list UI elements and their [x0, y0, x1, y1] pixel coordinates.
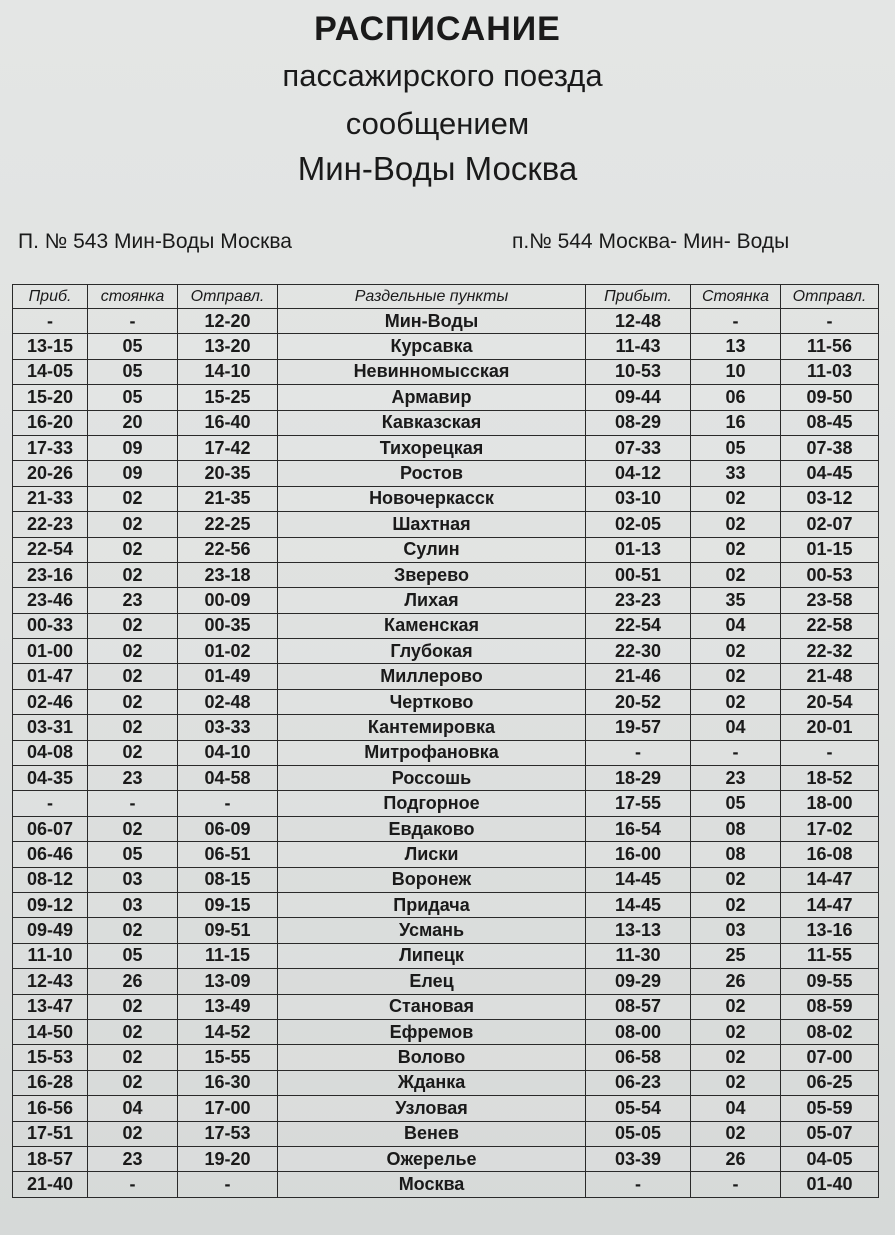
cell-departure-543: 23-18: [178, 562, 278, 587]
cell-stop-544: 16: [691, 410, 781, 435]
cell-stop-543: 02: [88, 486, 178, 511]
cell-arrival-544: 03-10: [586, 486, 691, 511]
cell-stop-544: 35: [691, 588, 781, 613]
cell-arrival-544: 09-29: [586, 969, 691, 994]
cell-arrival-543: 20-26: [13, 461, 88, 486]
table-row: [13, 1121, 879, 1146]
cell-departure-544: 20-01: [781, 715, 879, 740]
table-row: [13, 613, 879, 638]
table-row: [13, 486, 879, 511]
table-row: [13, 918, 879, 943]
cell-station: Лихая: [278, 588, 586, 613]
cell-stop-544: 02: [691, 689, 781, 714]
table-row: [13, 892, 879, 917]
cell-stop-544: 02: [691, 867, 781, 892]
table-row: [13, 994, 879, 1019]
cell-station: Лиски: [278, 842, 586, 867]
table-row: [13, 791, 879, 816]
cell-arrival-544: 04-12: [586, 461, 691, 486]
cell-arrival-543: 04-35: [13, 766, 88, 791]
cell-arrival-544: 08-00: [586, 1019, 691, 1044]
cell-stop-544: 02: [691, 512, 781, 537]
cell-station: Ефремов: [278, 1019, 586, 1044]
schedule-title: РАСПИСАНИЕ: [314, 10, 561, 48]
cell-departure-543: 14-52: [178, 1019, 278, 1044]
table-row: [13, 1146, 879, 1171]
cell-arrival-543: 01-00: [13, 639, 88, 664]
cell-stop-543: 05: [88, 943, 178, 968]
cell-departure-543: 13-09: [178, 969, 278, 994]
cell-stop-543: 02: [88, 689, 178, 714]
cell-arrival-544: 21-46: [586, 664, 691, 689]
cell-departure-544: 09-55: [781, 969, 879, 994]
cell-departure-544: 22-32: [781, 639, 879, 664]
cell-departure-543: -: [178, 1172, 278, 1197]
cell-departure-543: -: [178, 791, 278, 816]
cell-departure-544: 02-07: [781, 512, 879, 537]
cell-departure-543: 09-51: [178, 918, 278, 943]
cell-stop-544: 02: [691, 537, 781, 562]
table-row: [13, 410, 879, 435]
cell-departure-543: 19-20: [178, 1146, 278, 1171]
cell-departure-544: 18-00: [781, 791, 879, 816]
cell-stop-544: 26: [691, 969, 781, 994]
table-row: [13, 766, 879, 791]
cell-station: Усмань: [278, 918, 586, 943]
cell-departure-544: 11-55: [781, 943, 879, 968]
cell-stop-543: 23: [88, 1146, 178, 1171]
cell-departure-544: 17-02: [781, 816, 879, 841]
cell-arrival-544: 20-52: [586, 689, 691, 714]
cell-stop-543: 05: [88, 359, 178, 384]
cell-stop-543: 23: [88, 588, 178, 613]
cell-stop-543: 02: [88, 512, 178, 537]
cell-arrival-544: 07-33: [586, 435, 691, 460]
cell-arrival-544: 10-53: [586, 359, 691, 384]
cell-stop-544: -: [691, 1172, 781, 1197]
cell-arrival-544: 09-44: [586, 385, 691, 410]
cell-stop-543: 20: [88, 410, 178, 435]
cell-station: Курсавка: [278, 334, 586, 359]
cell-station: Воронеж: [278, 867, 586, 892]
cell-stop-544: -: [691, 740, 781, 765]
cell-station: Миллерово: [278, 664, 586, 689]
table-row: [13, 1019, 879, 1044]
table-row: [13, 639, 879, 664]
cell-departure-543: 17-42: [178, 435, 278, 460]
cell-station: Кавказская: [278, 410, 586, 435]
cell-departure-544: 13-16: [781, 918, 879, 943]
cell-stop-543: 05: [88, 334, 178, 359]
cell-stop-543: 02: [88, 715, 178, 740]
cell-departure-543: 09-15: [178, 892, 278, 917]
cell-arrival-544: 23-23: [586, 588, 691, 613]
cell-arrival-543: 08-12: [13, 867, 88, 892]
cell-arrival-544: 12-48: [586, 309, 691, 334]
cell-arrival-543: 15-53: [13, 1045, 88, 1070]
cell-departure-543: 17-00: [178, 1096, 278, 1121]
table-row: [13, 435, 879, 460]
cell-arrival-544: 16-54: [586, 816, 691, 841]
cell-departure-544: 23-58: [781, 588, 879, 613]
cell-station: Невинномысская: [278, 359, 586, 384]
cell-departure-544: 04-05: [781, 1146, 879, 1171]
cell-departure-543: 01-02: [178, 639, 278, 664]
cell-departure-544: 05-59: [781, 1096, 879, 1121]
cell-stop-543: 02: [88, 562, 178, 587]
cell-stop-544: 02: [691, 664, 781, 689]
cell-stop-544: 02: [691, 486, 781, 511]
cell-stop-544: 25: [691, 943, 781, 968]
cell-station: Шахтная: [278, 512, 586, 537]
cell-departure-543: 14-10: [178, 359, 278, 384]
cell-stop-544: 23: [691, 766, 781, 791]
cell-arrival-543: 12-43: [13, 969, 88, 994]
cell-stop-543: 23: [88, 766, 178, 791]
cell-arrival-543: -: [13, 309, 88, 334]
cell-stop-543: 05: [88, 385, 178, 410]
cell-arrival-544: 19-57: [586, 715, 691, 740]
cell-arrival-543: 22-23: [13, 512, 88, 537]
cell-departure-543: 15-25: [178, 385, 278, 410]
table-row: [13, 740, 879, 765]
cell-departure-543: 08-15: [178, 867, 278, 892]
cell-arrival-544: 00-51: [586, 562, 691, 587]
train-543-label: П. № 543 Мин-Воды Москва: [18, 230, 292, 253]
cell-arrival-543: 18-57: [13, 1146, 88, 1171]
cell-arrival-543: 01-47: [13, 664, 88, 689]
cell-arrival-543: 13-47: [13, 994, 88, 1019]
cell-station: Сулин: [278, 537, 586, 562]
cell-stop-544: 05: [691, 435, 781, 460]
cell-arrival-544: 17-55: [586, 791, 691, 816]
cell-arrival-543: 16-20: [13, 410, 88, 435]
table-row: [13, 816, 879, 841]
cell-departure-543: 03-33: [178, 715, 278, 740]
table-row: [13, 1070, 879, 1095]
cell-departure-544: 20-54: [781, 689, 879, 714]
cell-departure-544: -: [781, 309, 879, 334]
cell-stop-544: 08: [691, 842, 781, 867]
cell-arrival-543: 06-07: [13, 816, 88, 841]
table-row: [13, 715, 879, 740]
cell-stop-544: 02: [691, 639, 781, 664]
cell-stop-544: 02: [691, 1070, 781, 1095]
cell-station: Становая: [278, 994, 586, 1019]
cell-departure-543: 16-30: [178, 1070, 278, 1095]
cell-departure-543: 22-56: [178, 537, 278, 562]
cell-stop-544: -: [691, 309, 781, 334]
col-arrival-544: Прибыт.: [586, 285, 691, 309]
cell-stop-543: 02: [88, 1019, 178, 1044]
table-row: [13, 359, 879, 384]
cell-arrival-543: 04-08: [13, 740, 88, 765]
cell-departure-544: 06-25: [781, 1070, 879, 1095]
table-row: [13, 562, 879, 587]
cell-departure-543: 21-35: [178, 486, 278, 511]
cell-arrival-543: 02-46: [13, 689, 88, 714]
cell-departure-543: 20-35: [178, 461, 278, 486]
cell-arrival-543: 11-10: [13, 943, 88, 968]
cell-arrival-544: 05-54: [586, 1096, 691, 1121]
cell-departure-543: 06-51: [178, 842, 278, 867]
cell-departure-544: 09-50: [781, 385, 879, 410]
cell-station: Глубокая: [278, 639, 586, 664]
table-row: [13, 461, 879, 486]
cell-stop-543: 04: [88, 1096, 178, 1121]
cell-station: Ожерелье: [278, 1146, 586, 1171]
cell-station: Россошь: [278, 766, 586, 791]
cell-station: Волово: [278, 1045, 586, 1070]
cell-arrival-543: 22-54: [13, 537, 88, 562]
cell-stop-543: 26: [88, 969, 178, 994]
cell-stop-543: 05: [88, 842, 178, 867]
cell-station: Чертково: [278, 689, 586, 714]
cell-departure-544: 03-12: [781, 486, 879, 511]
cell-arrival-544: 14-45: [586, 867, 691, 892]
cell-stop-544: 08: [691, 816, 781, 841]
cell-arrival-544: 08-29: [586, 410, 691, 435]
cell-stop-544: 04: [691, 715, 781, 740]
cell-station: Венев: [278, 1121, 586, 1146]
cell-arrival-543: 16-28: [13, 1070, 88, 1095]
cell-arrival-543: 03-31: [13, 715, 88, 740]
cell-departure-544: 04-45: [781, 461, 879, 486]
table-row: [13, 537, 879, 562]
route-name: Мин-Воды Москва: [297, 150, 578, 187]
cell-departure-543: 17-53: [178, 1121, 278, 1146]
cell-station: Новочеркасск: [278, 486, 586, 511]
cell-departure-543: 13-49: [178, 994, 278, 1019]
cell-arrival-544: 14-45: [586, 892, 691, 917]
cell-departure-544: 07-38: [781, 435, 879, 460]
cell-stop-543: 03: [88, 892, 178, 917]
cell-arrival-543: 00-33: [13, 613, 88, 638]
cell-arrival-544: -: [586, 1172, 691, 1197]
cell-stop-543: 02: [88, 664, 178, 689]
cell-departure-544: 05-07: [781, 1121, 879, 1146]
cell-arrival-543: 17-51: [13, 1121, 88, 1146]
cell-arrival-544: 16-00: [586, 842, 691, 867]
cell-arrival-544: 22-30: [586, 639, 691, 664]
cell-arrival-544: 06-23: [586, 1070, 691, 1095]
cell-arrival-543: 14-50: [13, 1019, 88, 1044]
cell-stop-543: -: [88, 791, 178, 816]
table-row: [13, 969, 879, 994]
col-arrival-543: Приб.: [13, 285, 88, 309]
cell-station: Мин-Воды: [278, 309, 586, 334]
table-row: [13, 385, 879, 410]
cell-stop-543: 02: [88, 1121, 178, 1146]
cell-departure-544: 08-45: [781, 410, 879, 435]
col-stop-543: стоянка: [88, 285, 178, 309]
cell-stop-544: 02: [691, 1019, 781, 1044]
cell-station: Армавир: [278, 385, 586, 410]
table-row: [13, 309, 879, 334]
cell-station: Кантемировка: [278, 715, 586, 740]
cell-arrival-543: 21-33: [13, 486, 88, 511]
col-stop-544: Стоянка: [691, 285, 781, 309]
cell-departure-543: 12-20: [178, 309, 278, 334]
cell-departure-544: 00-53: [781, 562, 879, 587]
cell-station: Каменская: [278, 613, 586, 638]
cell-arrival-544: 01-13: [586, 537, 691, 562]
cell-arrival-543: 06-46: [13, 842, 88, 867]
cell-arrival-543: 16-56: [13, 1096, 88, 1121]
cell-stop-544: 02: [691, 562, 781, 587]
cell-arrival-543: 17-33: [13, 435, 88, 460]
cell-departure-544: 14-47: [781, 892, 879, 917]
cell-station: Елец: [278, 969, 586, 994]
cell-stop-543: 02: [88, 994, 178, 1019]
cell-station: Липецк: [278, 943, 586, 968]
cell-stop-543: 02: [88, 816, 178, 841]
cell-arrival-543: -: [13, 791, 88, 816]
cell-arrival-543: 23-46: [13, 588, 88, 613]
cell-station: Москва: [278, 1172, 586, 1197]
cell-arrival-544: 22-54: [586, 613, 691, 638]
cell-arrival-544: 05-05: [586, 1121, 691, 1146]
cell-arrival-543: 09-49: [13, 918, 88, 943]
timetable: [12, 284, 879, 1198]
cell-stop-543: 03: [88, 867, 178, 892]
cell-departure-544: 07-00: [781, 1045, 879, 1070]
cell-stop-544: 13: [691, 334, 781, 359]
cell-station: Подгорное: [278, 791, 586, 816]
cell-departure-543: 15-55: [178, 1045, 278, 1070]
cell-stop-543: 02: [88, 639, 178, 664]
cell-departure-544: 01-15: [781, 537, 879, 562]
cell-departure-544: -: [781, 740, 879, 765]
cell-arrival-543: 15-20: [13, 385, 88, 410]
cell-stop-544: 26: [691, 1146, 781, 1171]
cell-arrival-543: 09-12: [13, 892, 88, 917]
cell-stop-543: -: [88, 1172, 178, 1197]
cell-stop-544: 06: [691, 385, 781, 410]
cell-stop-544: 02: [691, 994, 781, 1019]
cell-departure-544: 22-58: [781, 613, 879, 638]
cell-stop-544: 02: [691, 1045, 781, 1070]
cell-arrival-544: -: [586, 740, 691, 765]
cell-arrival-543: 13-15: [13, 334, 88, 359]
table-row: [13, 1045, 879, 1070]
subtitle-line-1: пассажирского поезда: [282, 58, 603, 93]
cell-stop-544: 03: [691, 918, 781, 943]
cell-stop-543: 02: [88, 740, 178, 765]
cell-departure-543: 01-49: [178, 664, 278, 689]
cell-departure-544: 16-08: [781, 842, 879, 867]
cell-arrival-544: 13-13: [586, 918, 691, 943]
cell-stop-543: 02: [88, 613, 178, 638]
cell-departure-543: 04-58: [178, 766, 278, 791]
cell-departure-544: 08-02: [781, 1019, 879, 1044]
cell-departure-544: 14-47: [781, 867, 879, 892]
cell-arrival-543: 14-05: [13, 359, 88, 384]
cell-station: Узловая: [278, 1096, 586, 1121]
cell-arrival-544: 11-43: [586, 334, 691, 359]
cell-departure-543: 04-10: [178, 740, 278, 765]
cell-stop-544: 10: [691, 359, 781, 384]
table-row: [13, 588, 879, 613]
table-row: [13, 1172, 879, 1197]
cell-arrival-544: 02-05: [586, 512, 691, 537]
cell-departure-543: 06-09: [178, 816, 278, 841]
cell-arrival-544: 03-39: [586, 1146, 691, 1171]
cell-station: Митрофановка: [278, 740, 586, 765]
cell-departure-543: 16-40: [178, 410, 278, 435]
table-row: [13, 867, 879, 892]
cell-departure-543: 00-09: [178, 588, 278, 613]
cell-stop-543: 02: [88, 1045, 178, 1070]
cell-stop-543: 02: [88, 918, 178, 943]
table-row: [13, 943, 879, 968]
cell-departure-543: 22-25: [178, 512, 278, 537]
cell-stop-544: 33: [691, 461, 781, 486]
table-row: [13, 664, 879, 689]
cell-departure-543: 13-20: [178, 334, 278, 359]
cell-stop-543: 09: [88, 435, 178, 460]
cell-stop-544: 02: [691, 1121, 781, 1146]
cell-arrival-543: 23-16: [13, 562, 88, 587]
cell-arrival-544: 18-29: [586, 766, 691, 791]
table-row: [13, 842, 879, 867]
cell-stop-543: 09: [88, 461, 178, 486]
cell-stop-543: 02: [88, 1070, 178, 1095]
cell-station: Придача: [278, 892, 586, 917]
cell-departure-544: 21-48: [781, 664, 879, 689]
cell-station: Тихорецкая: [278, 435, 586, 460]
subtitle-line-2: сообщением: [345, 106, 530, 141]
cell-stop-544: 04: [691, 1096, 781, 1121]
cell-arrival-544: 06-58: [586, 1045, 691, 1070]
cell-departure-544: 11-56: [781, 334, 879, 359]
col-departure-544: Отправл.: [781, 285, 879, 309]
cell-departure-544: 01-40: [781, 1172, 879, 1197]
cell-departure-544: 08-59: [781, 994, 879, 1019]
cell-departure-543: 11-15: [178, 943, 278, 968]
col-stations: Раздельные пункты: [278, 285, 586, 309]
cell-station: Зверево: [278, 562, 586, 587]
cell-arrival-544: 08-57: [586, 994, 691, 1019]
cell-station: Ростов: [278, 461, 586, 486]
table-row: [13, 334, 879, 359]
cell-departure-544: 18-52: [781, 766, 879, 791]
cell-stop-544: 05: [691, 791, 781, 816]
cell-stop-544: 04: [691, 613, 781, 638]
cell-stop-543: -: [88, 309, 178, 334]
table-row: [13, 1096, 879, 1121]
cell-stop-543: 02: [88, 537, 178, 562]
cell-departure-544: 11-03: [781, 359, 879, 384]
table-row: [13, 689, 879, 714]
table-row: [13, 512, 879, 537]
cell-arrival-544: 11-30: [586, 943, 691, 968]
col-departure-543: Отправл.: [178, 285, 278, 309]
cell-departure-543: 02-48: [178, 689, 278, 714]
cell-departure-543: 00-35: [178, 613, 278, 638]
train-544-label: п.№ 544 Москва- Мин- Воды: [512, 230, 790, 253]
cell-station: Евдаково: [278, 816, 586, 841]
cell-arrival-543: 21-40: [13, 1172, 88, 1197]
cell-stop-544: 02: [691, 892, 781, 917]
cell-station: Жданка: [278, 1070, 586, 1095]
timetable-header-row: [13, 285, 879, 309]
